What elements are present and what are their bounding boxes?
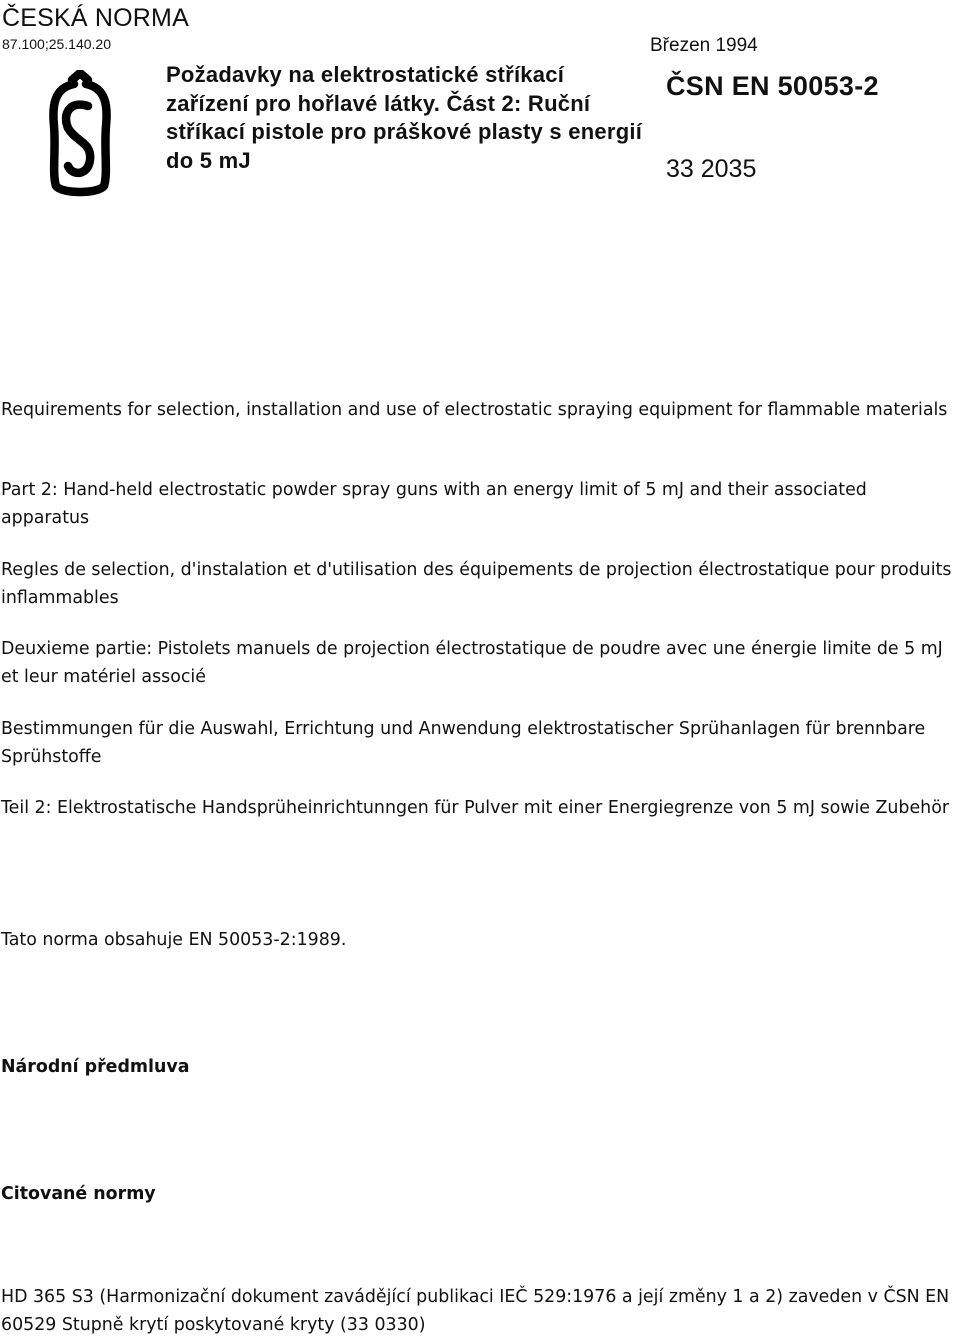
national-foreword-heading: Národní předmluva [1,1057,190,1077]
class-number: 33 2035 [666,155,757,183]
german-title-part-2: Teil 2: Elektrostatische Handsprüheinrichtunngen für Pulver mit einer Energiegrenze von 5 mJ sowie Zubehör [1,798,949,818]
contains-note: Tato norma obsahuje EN 50053-2:1989. [1,930,347,950]
french-title-part-2: Deuxieme partie: Pistolets manuels de projection électrostatique de poudre avec une énergie limite de 5 mJ et leur matériel associé [1,639,943,687]
cited-standards-heading: Citované normy [1,1184,156,1204]
english-title-part-2: Part 2: Hand-held electrostatic powder spray guns with an energy limit of 5 mJ and their associated apparatus [1,480,867,528]
document-title: Požadavky na elektrostatické stříkací zařízení pro hořlavé látky. Část 2: Ruční stříkací pistole pro práškové plasty s energií do 5 mJ [166,62,643,173]
issue-date: Březen 1994 [650,35,758,56]
standard-label: ČESKÁ NORMA [2,4,189,32]
csn-logo-icon [46,70,114,200]
english-title-part-1: Requirements for selection, installation and use of electrostatic spraying equipment for flammable materials [1,400,948,420]
french-title-part-1: Regles de selection, d'instalation et d'utilisation des équipements de projection électrostatique pour produits inflammables [1,560,952,608]
german-title-part-1: Bestimmungen für die Auswahl, Errichtung und Anwendung elektrostatischer Sprühanlagen für brennbare Sprühstoffe [1,719,926,767]
ics-code: 87.100;25.140.20 [2,36,111,52]
standard-number: ČSN EN 50053-2 [666,71,879,101]
cited-standards-text: HD 365 S3 (Harmonizační dokument zavádějící publikaci IEČ 529:1976 a její změny 1 a 2) zaveden v ČSN EN 60529 Stupně krytí poskytované kryty (33 0330) [1,1287,950,1335]
